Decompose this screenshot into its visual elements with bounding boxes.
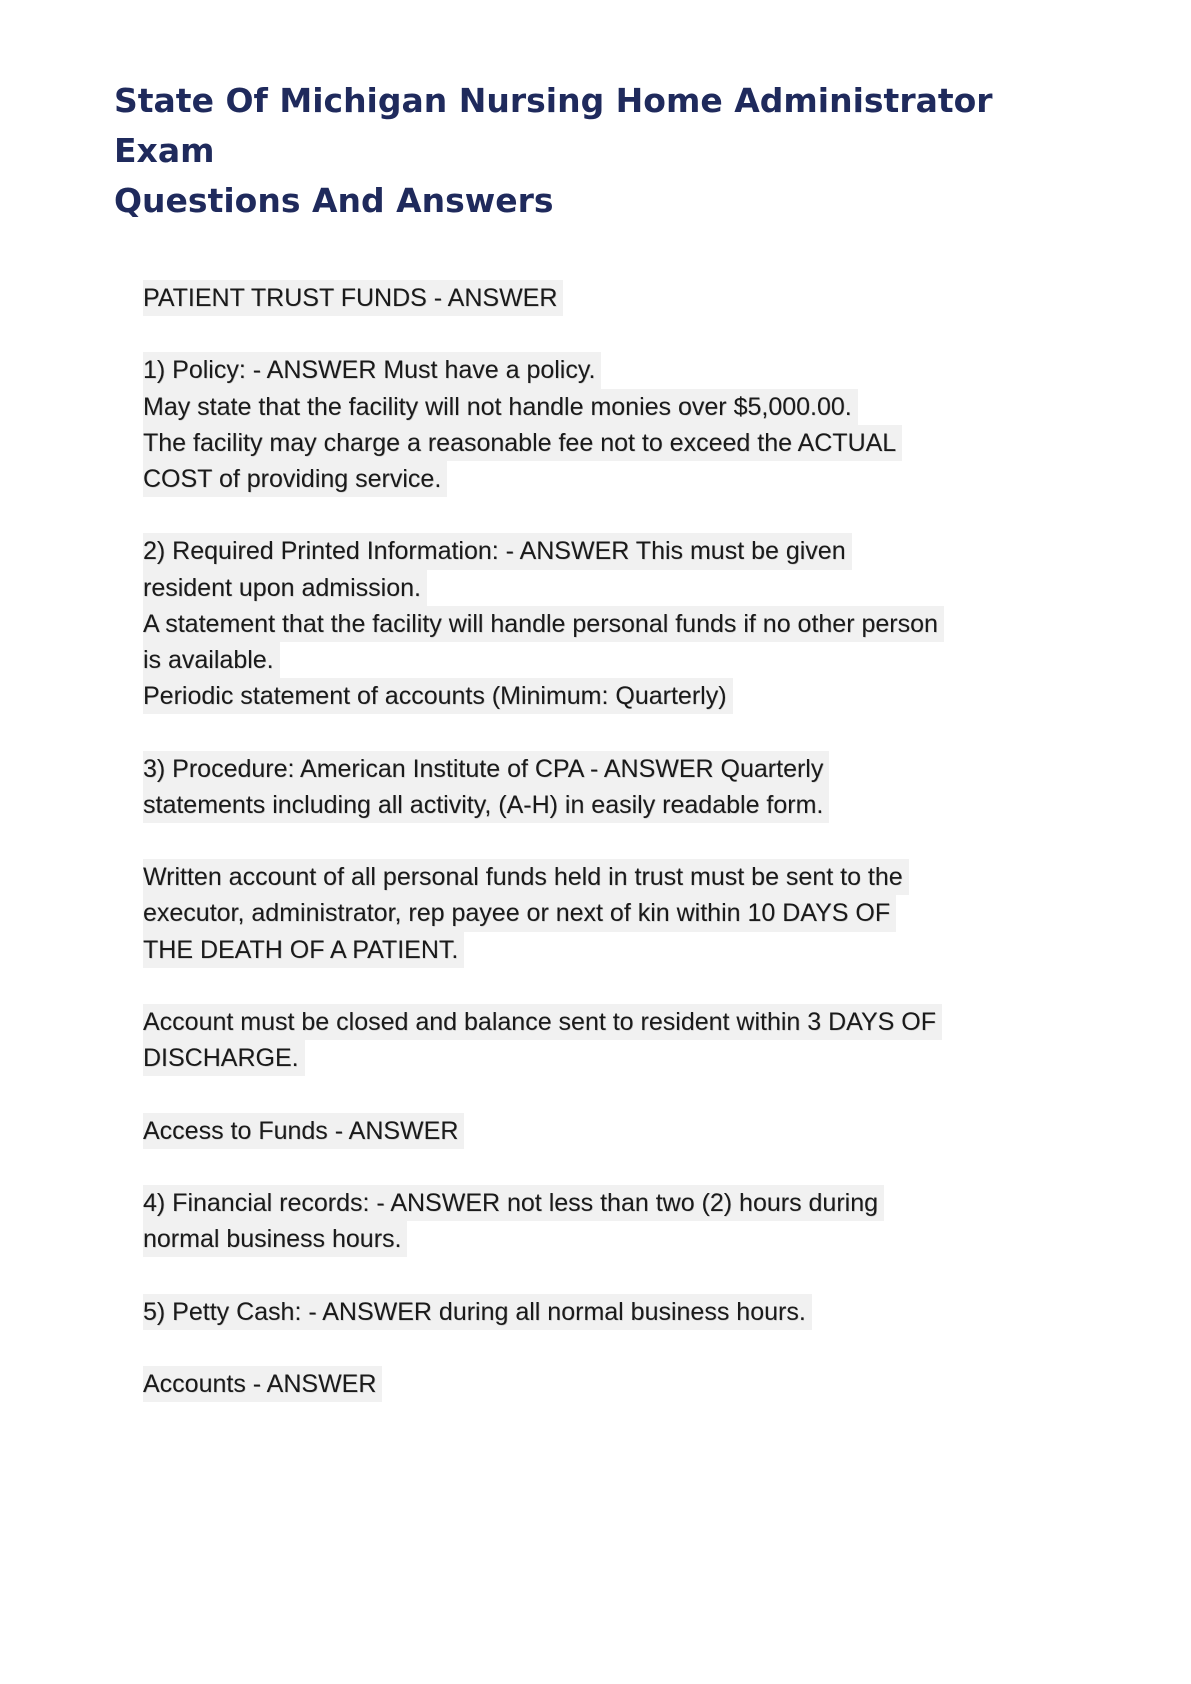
text-line: 5) Petty Cash: - ANSWER during all normal business hours. (143, 1294, 812, 1330)
text-line: statements including all activity, (A-H) in easily readable form. (143, 787, 829, 823)
text-line: May state that the facility will not handle monies over $5,000.00. (143, 389, 858, 425)
text-line: Accounts - ANSWER (143, 1366, 382, 1402)
text-line: DISCHARGE. (143, 1040, 305, 1076)
qa-financial-records (143, 1185, 1063, 1257)
document-title (114, 76, 1094, 226)
text-line: THE DEATH OF A PATIENT. (143, 932, 464, 968)
text-line: 2) Required Printed Information: - ANSWER This must be given (143, 533, 852, 569)
text-line: The facility may charge a reasonable fee not to exceed the ACTUAL (143, 425, 902, 461)
text-line: 1) Policy: - ANSWER Must have a policy. (143, 352, 601, 388)
qa-policy (143, 352, 1063, 497)
text-line: normal business hours. (143, 1221, 407, 1257)
text-line: resident upon admission. (143, 570, 427, 606)
text-line: PATIENT TRUST FUNDS - ANSWER (143, 280, 563, 316)
qa-procedure (143, 751, 1063, 823)
text-line: 4) Financial records: - ANSWER not less than two (2) hours during (143, 1185, 884, 1221)
text-line: Periodic statement of accounts (Minimum: Quarterly) (143, 678, 733, 714)
section-heading-accounts (143, 1366, 1063, 1402)
document-title-line-1: State Of Michigan Nursing Home Administrator Exam (114, 81, 993, 170)
document-body (143, 280, 1063, 1438)
document-title-line-2: Questions And Answers (114, 181, 554, 220)
text-line: Account must be closed and balance sent to resident within 3 DAYS OF (143, 1004, 942, 1040)
text-line: Written account of all personal funds held in trust must be sent to the (143, 859, 909, 895)
text-line: is available. (143, 642, 280, 678)
text-line: Access to Funds - ANSWER (143, 1113, 464, 1149)
section-heading-access-to-funds (143, 1113, 1063, 1149)
paragraph-written-account (143, 859, 1063, 968)
text-line: 3) Procedure: American Institute of CPA - ANSWER Quarterly (143, 751, 829, 787)
qa-required-printed-information (143, 533, 1063, 714)
text-line: executor, administrator, rep payee or next of kin within 10 DAYS OF (143, 895, 896, 931)
paragraph-account-closed (143, 1004, 1063, 1076)
section-heading-patient-trust-funds (143, 280, 1063, 316)
qa-petty-cash (143, 1294, 1063, 1330)
text-line: COST of providing service. (143, 461, 447, 497)
text-line: A statement that the facility will handle personal funds if no other person (143, 606, 944, 642)
